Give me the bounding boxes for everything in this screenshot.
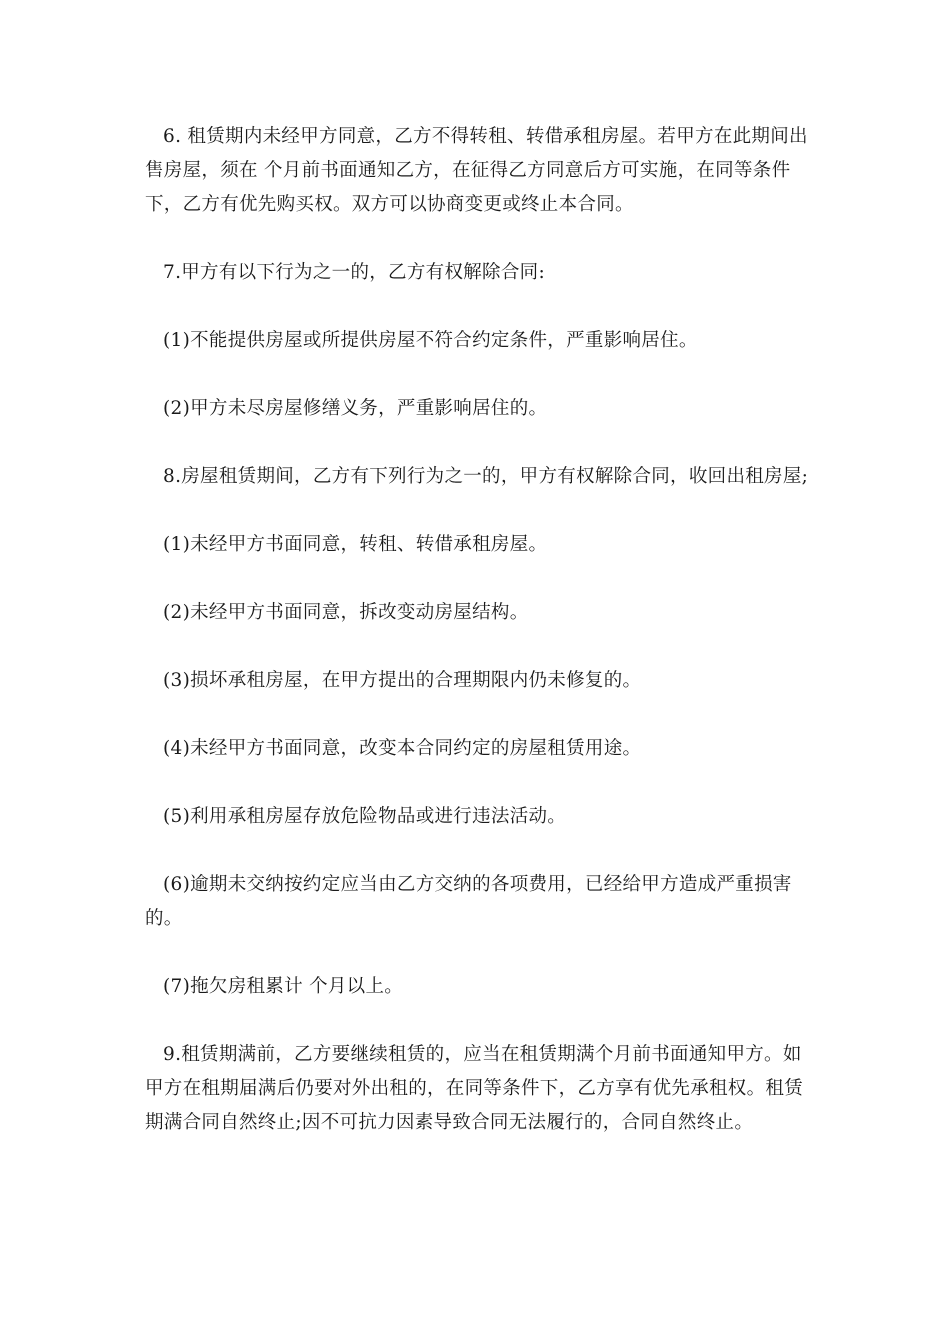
clause-8: 8.房屋租赁期间，乙方有下列行为之一的，甲方有权解除合同，收回出租房屋; bbox=[163, 466, 809, 487]
clause-8-item-6: (6)逾期未交纳按约定应当由乙方交纳的各项费用，已经给甲方造成严重损害的。 bbox=[145, 874, 792, 929]
clause-7-item-2: (2)甲方未尽房屋修缮义务，严重影响居住的。 bbox=[163, 398, 548, 419]
clause-8-item-3: (3)损坏承租房屋，在甲方提出的合理期限内仍未修复的。 bbox=[163, 670, 642, 691]
clause-6: 6. 租赁期内未经甲方同意，乙方不得转租、转借承租房屋。若甲方在此期间出售房屋，须在 个月前书面通知乙方，在征得乙方同意后方可实施，在同等条件下，乙方有优先购买权。双方可以协商变更或终止本合同。 bbox=[145, 126, 808, 215]
clause-9: 9.租赁期满前，乙方要继续租赁的，应当在租赁期满个月前书面通知甲方。如甲方在租期届满后仍要对外出租的，在同等条件下，乙方享有优先承租权。租赁期满合同自然终止;因不可抗力因素导致合同无法履行的，合同自然终止。 bbox=[145, 1044, 804, 1133]
clause-8-item-7: (7)拖欠房租累计 个月以上。 bbox=[163, 976, 404, 997]
clause-8-item-5: (5)利用承租房屋存放危险物品或进行违法活动。 bbox=[163, 806, 567, 827]
clause-8-item-4: (4)未经甲方书面同意，改变本合同约定的房屋租赁用途。 bbox=[163, 738, 642, 759]
clause-8-item-2: (2)未经甲方书面同意，拆改变动房屋结构。 bbox=[163, 602, 529, 623]
clause-7: 7.甲方有以下行为之一的，乙方有权解除合同: bbox=[163, 262, 545, 283]
clause-7-item-1: (1)不能提供房屋或所提供房屋不符合约定条件，严重影响居住。 bbox=[163, 330, 698, 351]
clause-8-item-1: (1)未经甲方书面同意，转租、转借承租房屋。 bbox=[163, 534, 548, 555]
document-body bbox=[145, 120, 810, 1140]
